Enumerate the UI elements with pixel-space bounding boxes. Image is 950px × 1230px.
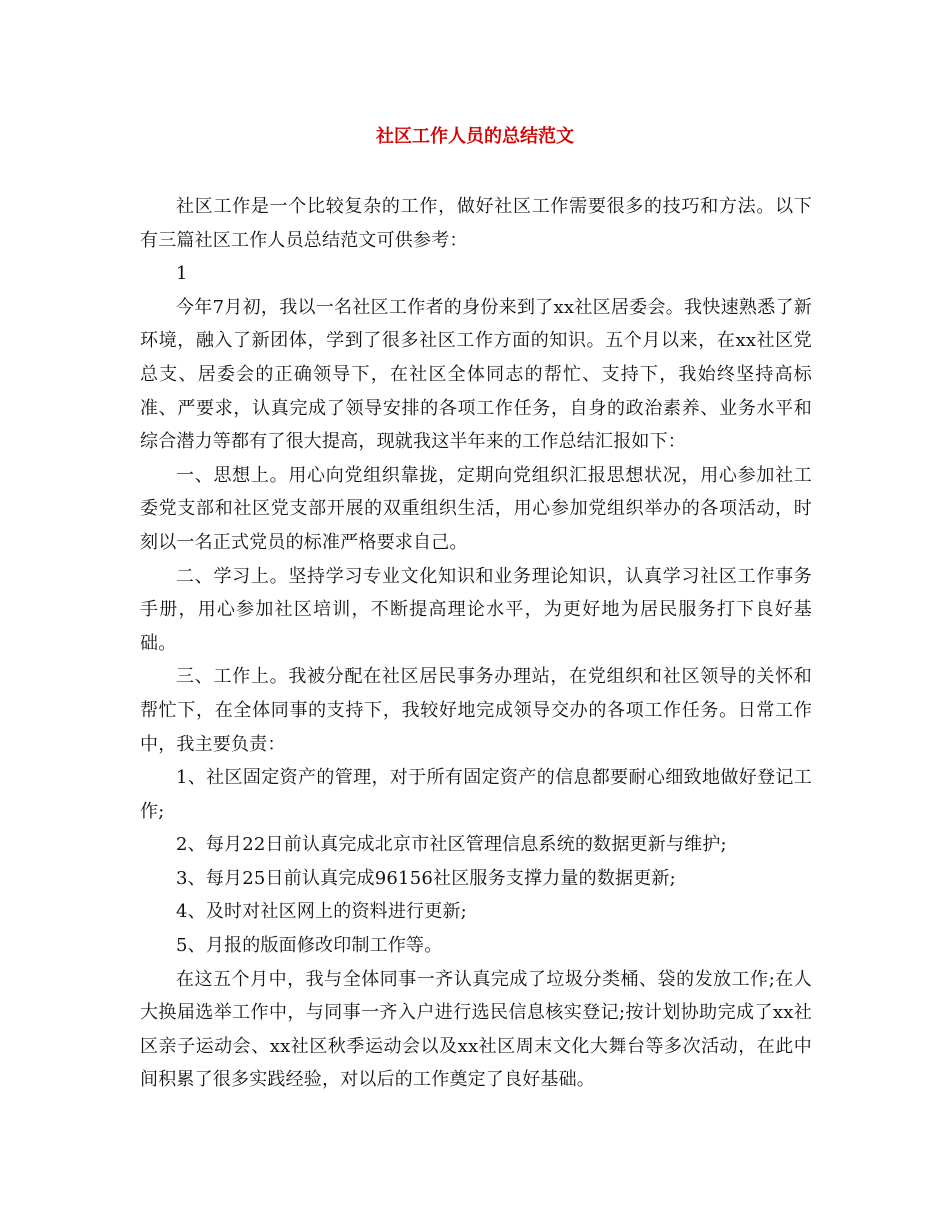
document-body (140, 190, 812, 1097)
paragraph-intro: 社区工作是一个比较复杂的工作，做好社区工作需要很多的技巧和方法。以下有三篇社区工作人员总结范文可供参考： (140, 196, 812, 251)
list-item: 2、每月22日前认真完成北京市社区管理信息系统的数据更新与维护; (176, 834, 727, 856)
list-item: 1、社区固定资产的管理，对于所有固定资产的信息都要耐心细致地做好登记工作; (140, 767, 812, 822)
paragraph-summary: 在这五个月中，我与全体同事一齐认真完成了垃圾分类桶、袋的发放工作;在人大换届选举工作中，与同事一齐入户进行选民信息核实登记;按计划协助完成了xx社区亲子运动会、xx社区秋季运动会以及xx社区周末文化大舞台等多次活动，在此中间积累了很多实践经验，对以后的工作奠定了良好基础。 (140, 968, 812, 1091)
paragraph-overview: 今年7月初，我以一名社区工作者的身份来到了xx社区居委会。我快速熟悉了新环境，融入了新团体，学到了很多社区工作方面的知识。五个月以来，在xx社区党总支、居委会的正确领导下，在社区全体同志的帮忙、支持下，我始终坚持高标准、严要求，认真完成了领导安排的各项工作任务，自身的政治素养、业务水平和综合潜力等都有了很大提高，现就我这半年来的工作总结汇报如下： (140, 296, 812, 453)
document-title: 社区工作人员的总结范文 (376, 126, 574, 147)
list-item: 3、每月25日前认真完成96156社区服务支撑力量的数据更新; (176, 867, 676, 889)
paragraph-ideology: 一、思想上。用心向党组织靠拢，定期向党组织汇报思想状况，用心参加社工委党支部和社区党支部开展的双重组织生活，用心参加党组织举办的各项活动，时刻以一名正式党员的标准严格要求自己。 (140, 464, 812, 553)
paragraph-work: 三、工作上。我被分配在社区居民事务办理站，在党组织和社区领导的关怀和帮忙下，在全体同事的支持下，我较好地完成领导交办的各项工作任务。日常工作中，我主要负责： (140, 666, 812, 755)
section-number: 1 (176, 263, 188, 285)
paragraph-study: 二、学习上。坚持学习专业文化知识和业务理论知识，认真学习社区工作事务手册，用心参加社区培训，不断提高理论水平，为更好地为居民服务打下良好基础。 (140, 565, 812, 654)
list-item: 4、及时对社区网上的资料进行更新; (176, 901, 467, 923)
list-item: 5、月报的版面修改印制工作等。 (176, 935, 443, 957)
